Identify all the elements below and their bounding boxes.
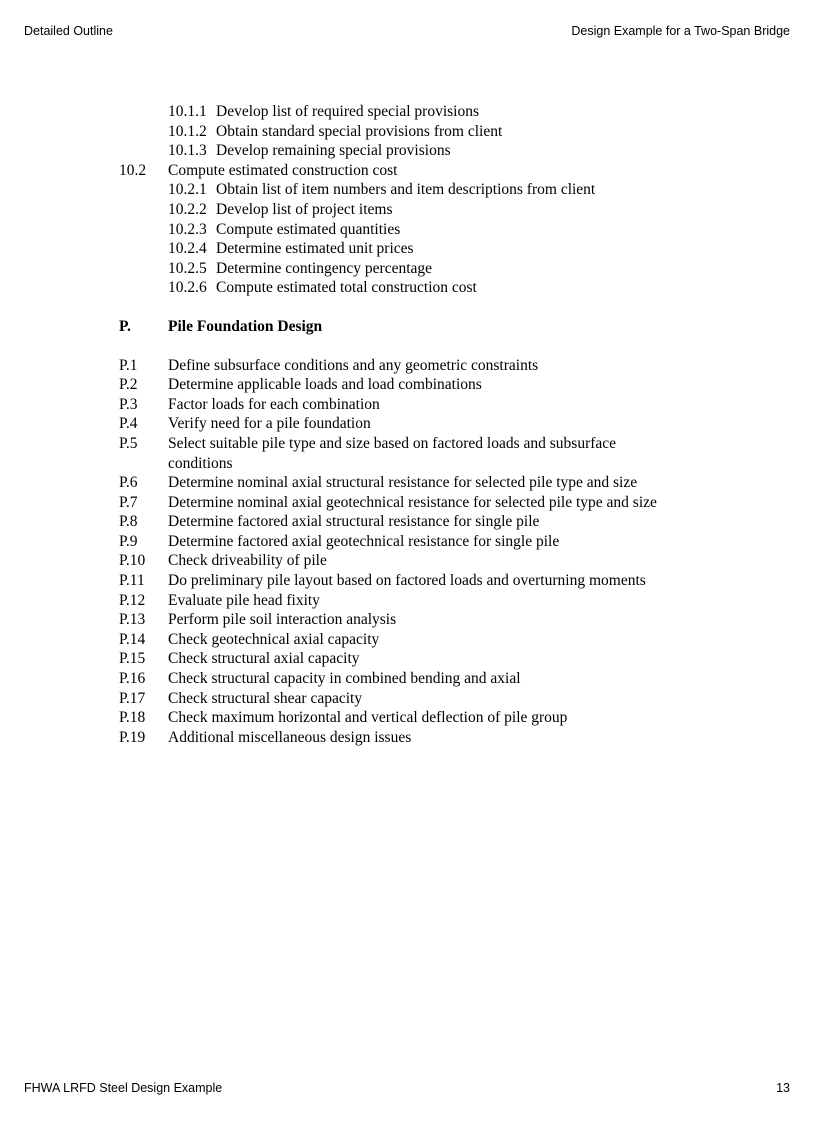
item-text: Check geotechnical axial capacity [168, 630, 380, 648]
section-heading-p [119, 317, 719, 337]
item-number: P.7 [119, 493, 138, 511]
outline-item-p-2 [119, 375, 719, 395]
outline-item-p-17 [119, 689, 719, 709]
outline-item-10-2 [119, 161, 719, 181]
item-number: 10.2.4 [168, 240, 207, 258]
item-text: Determine estimated unit prices [216, 240, 414, 258]
outline-item-p-1 [119, 356, 719, 376]
outline-item-10-2-3 [119, 220, 719, 240]
outline-item-10-2-6 [119, 278, 719, 298]
item-text: Compute estimated construction cost [168, 161, 398, 179]
item-number: P.18 [119, 709, 146, 727]
item-number: 10.1.3 [168, 142, 207, 160]
item-number: P.10 [119, 552, 146, 570]
item-number: 10.1.2 [168, 122, 207, 140]
header-document-title: Design Example for a Two-Span Bridge [571, 24, 790, 38]
item-text: Determine nominal axial geotechnical resistance for selected pile type and size [168, 493, 657, 511]
item-text: Perform pile soil interaction analysis [168, 611, 397, 629]
item-text: Determine factored axial geotechnical resistance for single pile [168, 532, 560, 550]
item-text: Check maximum horizontal and vertical deflection of pile group [168, 709, 568, 727]
item-text: Evaluate pile head fixity [168, 591, 320, 609]
item-text: Develop list of required special provisions [216, 103, 480, 120]
item-number: P.14 [119, 630, 146, 648]
item-number: 10.2 [119, 161, 147, 179]
item-number: P.11 [119, 572, 145, 590]
outline-item-p-14 [119, 630, 719, 650]
item-text: Factor loads for each combination [168, 395, 380, 413]
item-number: P.4 [119, 415, 138, 433]
item-number: P.12 [119, 591, 146, 609]
outline-item-p-5 [119, 434, 719, 473]
item-number: P.17 [119, 689, 146, 707]
outline-item-p-19 [119, 728, 719, 748]
outline-item-p-15 [119, 649, 719, 669]
item-text: Check structural capacity in combined bending and axial [168, 670, 521, 688]
item-text: Compute estimated total construction cost [216, 279, 477, 297]
item-text: Determine factored axial structural resistance for single pile [168, 513, 540, 531]
item-text: Check driveability of pile [168, 552, 327, 570]
item-text: Verify need for a pile foundation [168, 415, 371, 433]
section-title: Pile Foundation Design [168, 317, 323, 335]
outline-item-p-13 [119, 610, 719, 630]
item-text: Develop list of project items [216, 200, 393, 218]
item-number: 10.2.6 [168, 279, 207, 297]
item-text: Select suitable pile type and size based on factored loads and subsurface conditions [168, 434, 617, 472]
page-footer [24, 1081, 792, 1101]
outline-item-10-1-1 [119, 102, 719, 122]
item-number: 10.2.2 [168, 200, 207, 218]
item-number: P.5 [119, 434, 138, 452]
item-number: P.1 [119, 356, 138, 374]
outline-item-p-4 [119, 414, 719, 434]
outline-item-p-11 [119, 571, 719, 591]
item-number: P.2 [119, 376, 138, 394]
item-text: Obtain standard special provisions from client [216, 122, 503, 140]
outline-item-10-2-5 [119, 259, 719, 279]
outline-content [119, 102, 719, 747]
outline-item-p-16 [119, 669, 719, 689]
footer-document-name: FHWA LRFD Steel Design Example [24, 1081, 223, 1095]
item-number: P.16 [119, 670, 146, 688]
item-text: Obtain list of item numbers and item descriptions from client [216, 181, 596, 199]
section-number: P. [119, 317, 131, 335]
outline-item-10-2-1 [119, 180, 719, 200]
item-text: Develop remaining special provisions [216, 142, 451, 160]
page-header [24, 24, 792, 44]
outline-item-10-2-2 [119, 200, 719, 220]
item-text: Do preliminary pile layout based on factored loads and overturning moments [168, 572, 646, 590]
outline-item-10-1-2 [119, 122, 719, 142]
item-text: Compute estimated quantities [216, 220, 401, 238]
item-text: Determine nominal axial structural resistance for selected pile type and size [168, 474, 638, 492]
item-number: 10.1.1 [168, 103, 207, 120]
outline-item-p-6 [119, 473, 719, 493]
item-number: P.3 [119, 395, 138, 413]
outline-item-p-7 [119, 493, 719, 513]
outline-item-p-12 [119, 591, 719, 611]
item-number: P.8 [119, 513, 138, 531]
header-section-title: Detailed Outline [24, 24, 113, 38]
outline-item-p-10 [119, 551, 719, 571]
item-number: 10.2.1 [168, 181, 207, 199]
item-number: 10.2.5 [168, 259, 207, 277]
item-text: Determine contingency percentage [216, 259, 433, 277]
item-number: P.19 [119, 728, 146, 746]
item-number: P.15 [119, 650, 146, 668]
outline-item-p-8 [119, 512, 719, 532]
item-number: P.6 [119, 474, 138, 492]
outline-item-p-18 [119, 708, 719, 728]
item-text: Determine applicable loads and load combinations [168, 376, 482, 394]
item-text: Check structural shear capacity [168, 689, 363, 707]
item-text: Additional miscellaneous design issues [168, 728, 412, 746]
outline-item-10-1-3 [119, 141, 719, 161]
item-number: P.13 [119, 611, 146, 629]
item-number: P.9 [119, 532, 138, 550]
item-text: Define subsurface conditions and any geometric constraints [168, 356, 539, 374]
outline-item-10-2-4 [119, 239, 719, 259]
outline-item-p-3 [119, 395, 719, 415]
item-number: 10.2.3 [168, 220, 207, 238]
page-number: 13 [776, 1081, 790, 1095]
item-text: Check structural axial capacity [168, 650, 360, 668]
outline-item-p-9 [119, 532, 719, 552]
